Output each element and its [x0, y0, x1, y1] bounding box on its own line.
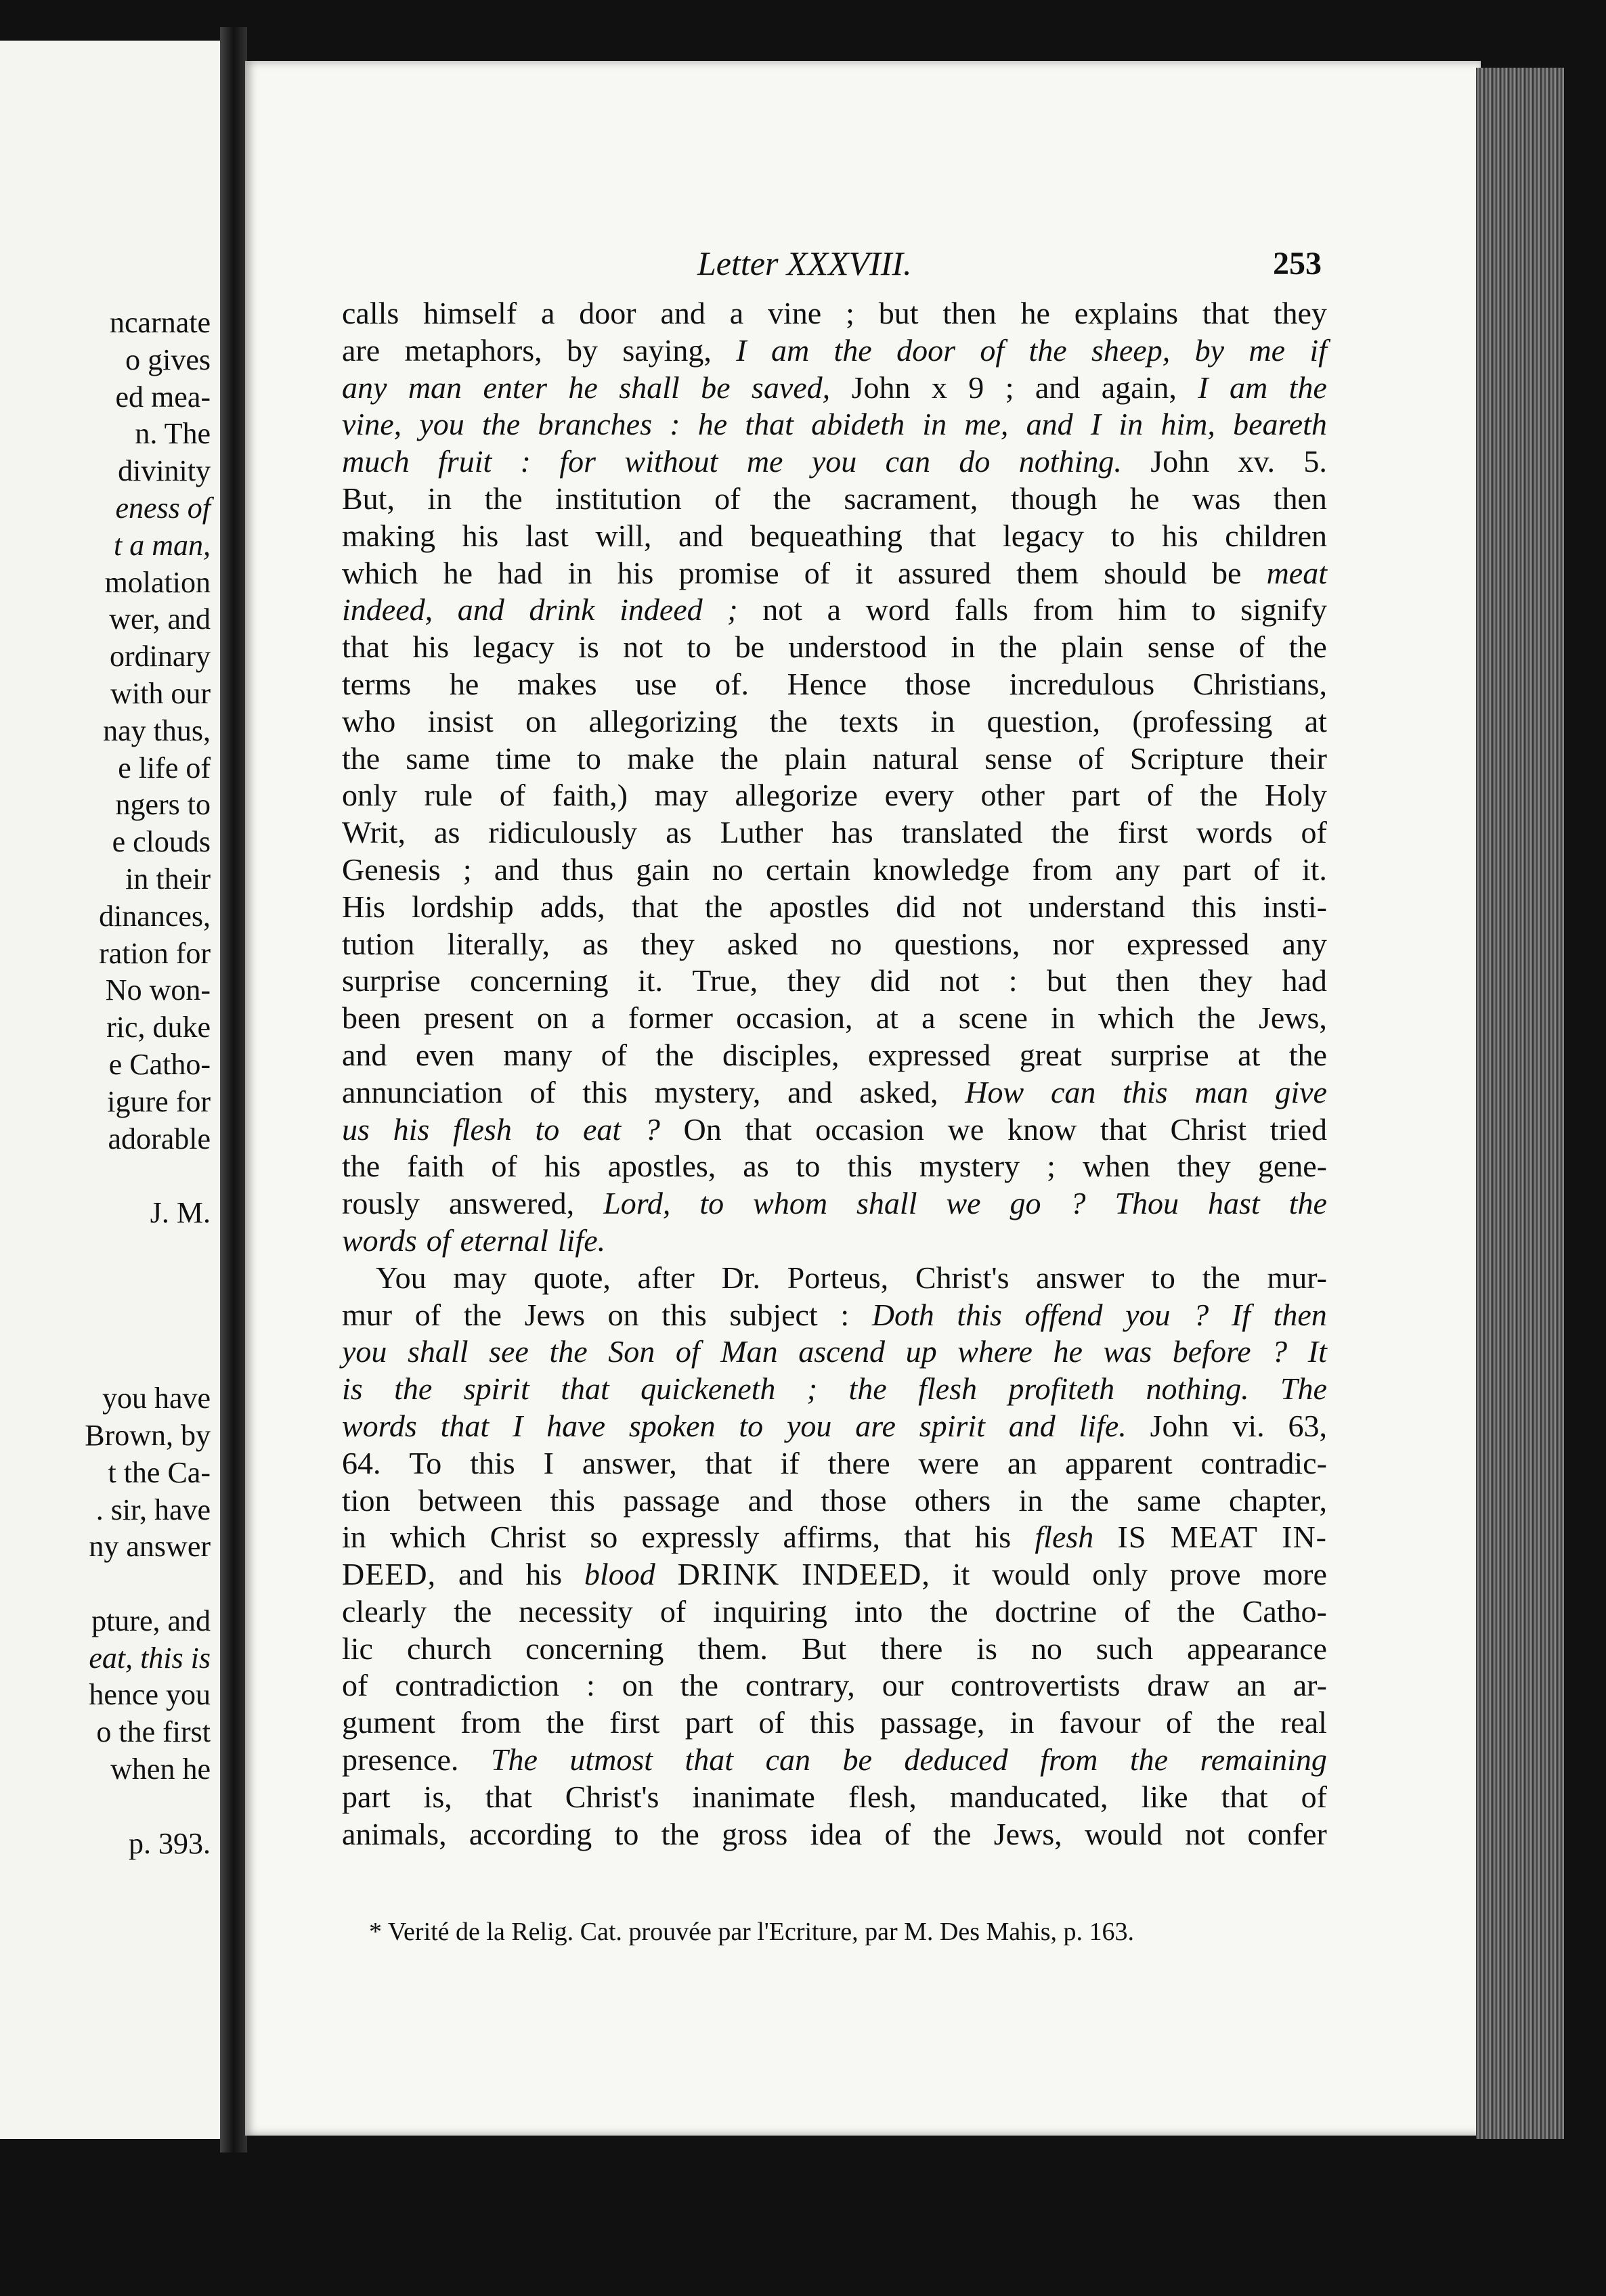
text-line: surprise concerning it. True, they did not : but then they had — [342, 963, 1327, 998]
facing-page-line: ric, duke — [106, 1011, 211, 1044]
text-line: vine, you the branches : he that abideth in me, and I in him, beareth — [342, 407, 1327, 442]
text-line: You may quote, after Dr. Porteus, Christ's answer to the mur- — [376, 1260, 1327, 1295]
text-line: terms he makes use of. Hence those incredulous Christians, — [342, 666, 1327, 701]
facing-page-line: you have — [102, 1382, 211, 1415]
facing-page-line: e clouds — [112, 825, 211, 859]
text-line: clearly the necessity of inquiring into the doctrine of the Catho- — [342, 1593, 1327, 1629]
text-line: animals, according to the gross idea of the Jews, would not confer — [342, 1816, 1327, 1851]
facing-page-line: dinances, — [99, 899, 211, 933]
facing-page-line: t a man, — [114, 528, 211, 562]
text-line: that his legacy is not to be understood in the plain sense of the — [342, 630, 1327, 665]
text-line: His lordship adds, that the apostles did not understand this insti- — [342, 889, 1327, 924]
facing-page-line — [85, 1788, 211, 1826]
text-line: who insist on allegorizing the texts in question, (professing at — [342, 703, 1327, 738]
text-line: tution literally, as they asked no questions, nor expressed any — [342, 926, 1327, 961]
text-line: rously answered, Lord, to whom shall we go ? Thou hast the — [342, 1186, 1327, 1221]
facing-page-line: igure for — [107, 1084, 211, 1118]
facing-page-line: t the Ca- — [108, 1455, 211, 1489]
facing-page-line: ncarnate — [110, 306, 211, 339]
facing-page-line: . sir, have — [95, 1493, 211, 1526]
facing-page-line: in their — [125, 862, 211, 896]
book-gutter — [220, 27, 247, 2152]
body-text — [342, 295, 1327, 1853]
facing-page-line: ny answer — [89, 1530, 211, 1564]
text-line: in which Christ so expressly affirms, that his flesh IS MEAT IN- — [342, 1520, 1327, 1555]
text-line: which he had in his promise of it assured them should be meat — [342, 555, 1327, 590]
facing-page-left — [0, 41, 220, 2139]
page-number: 253 — [1273, 246, 1322, 282]
text-line: any man enter he shall be saved, John x 9 ; and again, I am the — [342, 370, 1327, 405]
facing-page-line: No won- — [105, 973, 211, 1007]
facing-page-line — [85, 1269, 211, 1306]
facing-page-line: hence you — [89, 1678, 211, 1712]
text-line: Writ, as ridiculously as Luther has translated the first words of — [342, 815, 1327, 850]
text-line: part is, that Christ's inanimate flesh, manducated, like that of — [342, 1779, 1327, 1814]
footnote: * Verité de la Relig. Cat. prouvée par l'Ecriture, par M. Des Mahis, p. 163. — [369, 1918, 1135, 1946]
facing-page-line: ed mea- — [115, 380, 211, 414]
text-line: annunciation of this mystery, and asked, How can this man give — [342, 1074, 1327, 1109]
facing-page-text — [85, 305, 211, 1862]
text-line: DEED, and his blood DRINK INDEED, it would only prove more — [342, 1557, 1327, 1592]
running-head: Letter XXXVIII. — [697, 244, 912, 282]
facing-page-line: ration for — [99, 936, 211, 970]
text-line: Genesis ; and thus gain no certain knowledge from any part of it. — [342, 852, 1327, 887]
text-line: tion between this passage and those others in the same chapter, — [342, 1482, 1327, 1518]
text-line: are metaphors, by saying, I am the door of the sheep, by me if — [342, 332, 1327, 368]
text-line: been present on a former occasion, at a scene in which the Jews, — [342, 1000, 1327, 1036]
facing-page-line: when he — [110, 1752, 211, 1786]
facing-page-line: e Catho- — [108, 1047, 211, 1081]
facing-page-line: o the first — [96, 1715, 211, 1749]
facing-page-line: with our — [110, 676, 211, 710]
facing-page-line: J. M. — [150, 1196, 211, 1230]
text-line: much fruit : for without me you can do nothing. John xv. 5. — [342, 444, 1327, 479]
text-line: of contradiction : on the contrary, our controvertists draw an ar- — [342, 1668, 1327, 1703]
facing-page-line: o gives — [125, 343, 211, 376]
facing-page-line — [85, 1157, 211, 1195]
facing-page-line: divinity — [118, 454, 211, 488]
facing-page-line — [85, 1232, 211, 1269]
facing-page-line — [85, 1306, 211, 1344]
facing-page-line: ordinary — [109, 640, 211, 674]
text-line: words of eternal life. — [342, 1222, 606, 1258]
facing-page-line: Brown, by — [85, 1418, 211, 1452]
facing-page-line: pture, and — [91, 1604, 211, 1637]
facing-page-line: e life of — [118, 751, 211, 785]
text-line: making his last will, and bequeathing that legacy to his children — [342, 518, 1327, 553]
text-line: 64. To this I answer, that if there were an apparent contradic- — [342, 1445, 1327, 1480]
text-line: lic church concerning them. But there is no such appearance — [342, 1631, 1327, 1666]
text-line: calls himself a door and a vine ; but then he explains that they — [342, 296, 1327, 330]
text-line: us his flesh to eat ? On that occasion we know that Christ tried — [342, 1111, 1327, 1147]
facing-page-line: nay thus, — [103, 713, 211, 747]
facing-page-line — [85, 1566, 211, 1603]
text-line: only rule of faith,) may allegorize every other part of the Holy — [342, 778, 1327, 813]
facing-page-line: n. The — [135, 417, 211, 451]
facing-page-line: ngers to — [115, 788, 211, 822]
facing-page-line: eness of — [115, 491, 211, 525]
text-line: is the spirit that quickeneth ; the flesh profiteth nothing. The — [342, 1371, 1327, 1407]
text-line: But, in the institution of the sacrament, though he was then — [342, 481, 1327, 516]
facing-page-line — [85, 1343, 211, 1380]
facing-page-line: molation — [104, 565, 211, 599]
page-edges — [1476, 68, 1564, 2139]
text-line: the faith of his apostles, as to this mystery ; when they gene- — [342, 1149, 1327, 1184]
facing-page-line: p. 393. — [129, 1826, 211, 1860]
text-line: indeed, and drink indeed ; not a word falls from him to signify — [342, 592, 1327, 627]
text-line: you shall see the Son of Man ascend up where he was before ? It — [342, 1334, 1327, 1369]
text-line: presence. The utmost that can be deduced from the remaining — [342, 1742, 1327, 1778]
text-line: words that I have spoken to you are spirit and life. John vi. 63, — [342, 1408, 1327, 1443]
facing-page-line: eat, this is — [89, 1641, 211, 1675]
text-line: mur of the Jews on this subject : Doth this offend you ? If then — [342, 1297, 1327, 1332]
facing-page-line: adorable — [108, 1122, 211, 1155]
text-line: the same time to make the plain natural sense of Scripture their — [342, 741, 1327, 776]
text-line: and even many of the disciples, expressed great surprise at the — [342, 1037, 1327, 1072]
facing-page-line: wer, and — [109, 602, 211, 636]
text-line: gument from the first part of this passage, in favour of the real — [342, 1705, 1327, 1740]
